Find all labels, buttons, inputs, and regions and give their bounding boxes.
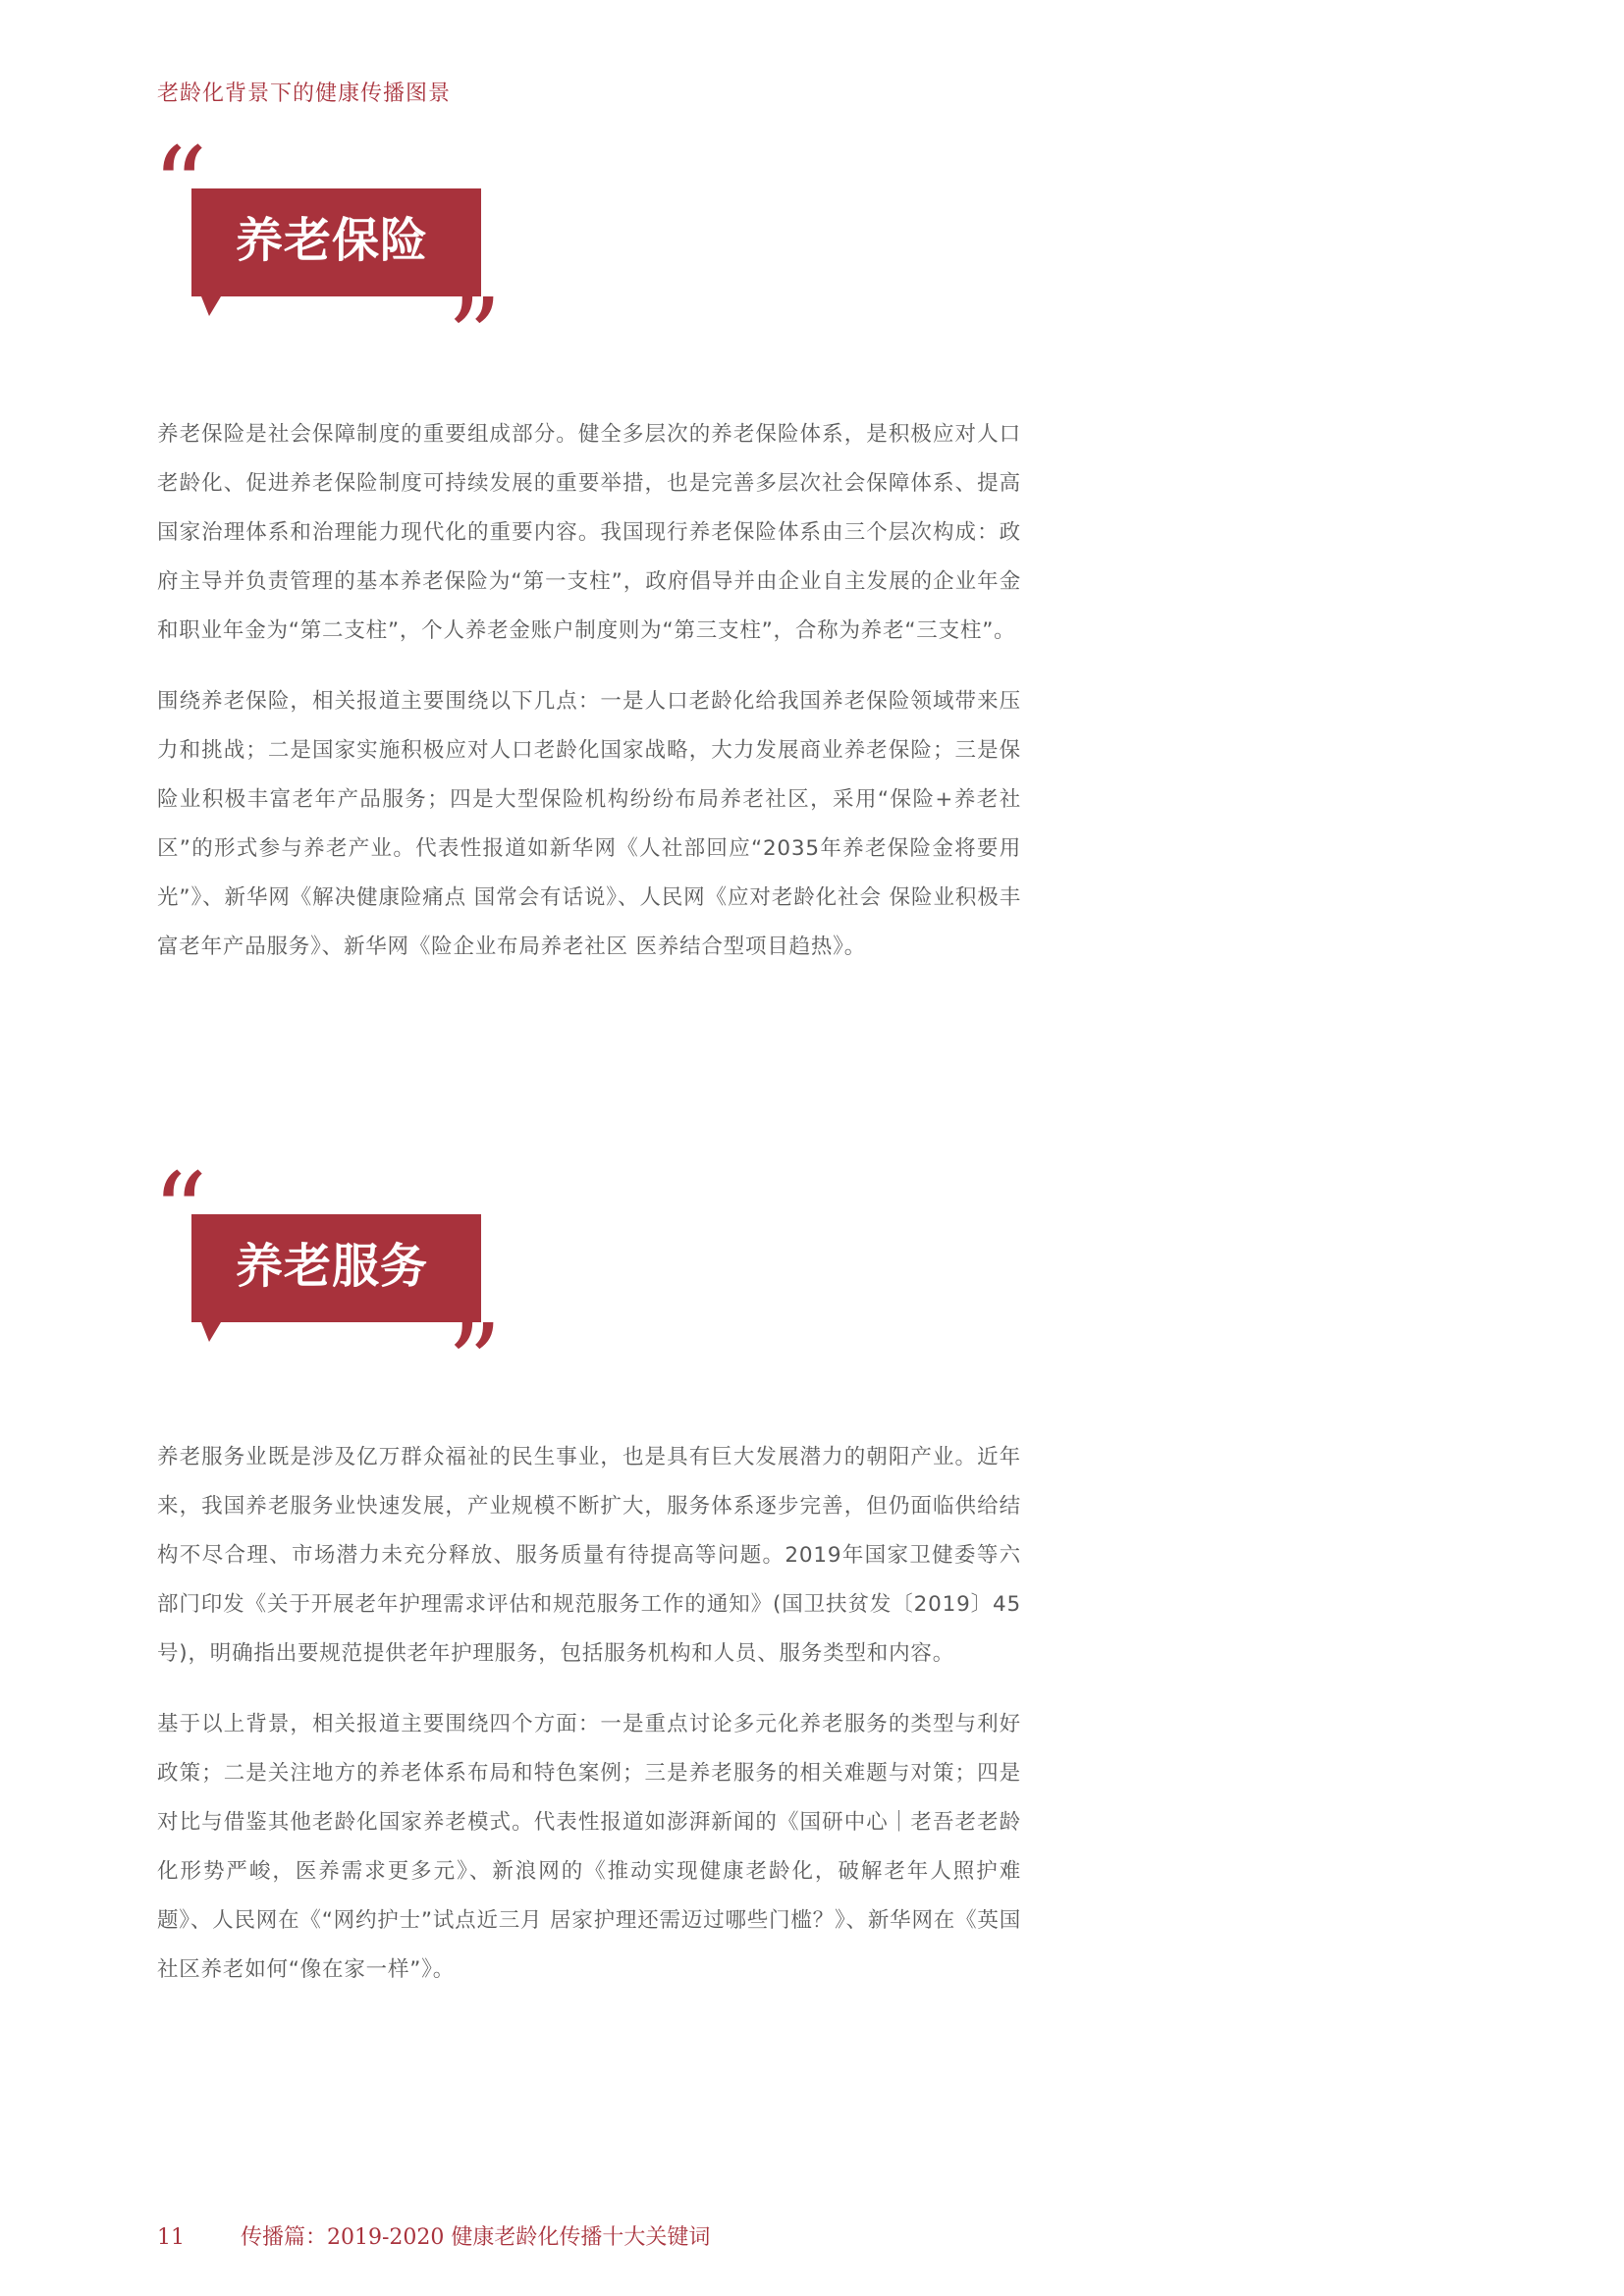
body-paragraph: 养老服务业既是涉及亿万群众福祉的民生事业，也是具有巨大发展潜力的朝阳产业。近年来，我国养老服务业快速发展，产业规模不断扩大，服务体系逐步完善，但仍面临供给结构不尽合理、市场潜力未充分释放、服务质量有待提高等问题。2019年国家卫健委等六部门印发《关于开展老年护理需求评估和规范服务工作的通知》(国卫扶贫发〔2019〕45号)，明确指出要规范提供老年护理服务，包括服务机构和人员、服务类型和内容。 bbox=[157, 1445, 1021, 1666]
section-title: 养老保险 bbox=[236, 213, 429, 268]
right-double-quote-icon: ” bbox=[447, 1301, 503, 1426]
left-double-quote-icon: “ bbox=[152, 1149, 208, 1275]
body-paragraph: 围绕养老保险，相关报道主要围绕以下几点：一是人口老龄化给我国养老保险领域带来压力和挑战；二是国家实施积极应对人口老龄化国家战略，大力发展商业养老保险；三是保险业积极丰富老年产品服务；四是大型保险机构纷纷布局养老社区，采用“保险+养老社区”的形式参与养老产业。代表性报道如新华网《人社部回应“2035年养老保险金将要用光”》、新华网《解决健康险痛点 国常会有话说》、人民网《应对老龄化社会 保险业积极丰富老年产品服务》、新华网《险企业布局养老社区 医养结合型项目趋热》。 bbox=[157, 689, 1021, 959]
page-footer bbox=[157, 2220, 710, 2251]
section-badge-elderly-care-services bbox=[152, 1149, 525, 1426]
page-number: 11 bbox=[157, 2225, 185, 2250]
running-header: 老龄化背景下的健康传播图景 bbox=[157, 81, 452, 106]
section-title: 养老服务 bbox=[236, 1239, 429, 1294]
footer-title: 传播篇：2019-2020 健康老龄化传播十大关键词 bbox=[241, 2225, 711, 2250]
section-body-pension-insurance bbox=[157, 410, 1021, 993]
body-paragraph: 养老保险是社会保障制度的重要组成部分。健全多层次的养老保险体系，是积极应对人口老龄化、促进养老保险制度可持续发展的重要举措，也是完善多层次社会保障体系、提高国家治理体系和治理能力现代化的重要内容。我国现行养老保险体系由三个层次构成：政府主导并负责管理的基本养老保险为“第一支柱”，政府倡导并由企业自主发展的企业年金和职业年金为“第二支柱”，个人养老金账户制度则为“第三支柱”，合称为养老“三支柱”。 bbox=[157, 422, 1021, 643]
body-paragraph: 基于以上背景，相关报道主要围绕四个方面：一是重点讨论多元化养老服务的类型与利好政策；二是关注地方的养老体系布局和特色案例；三是养老服务的相关难题与对策；四是对比与借鉴其他老龄化国家养老模式。代表性报道如澎湃新闻的《国研中心｜老吾老老龄化形势严峻，医养需求更多元》、新浪网的《推动实现健康老龄化，破解老年人照护难题》、人民网在《“网约护士”试点近三月 居家护理还需迈过哪些门槛？》、新华网在《英国社区养老如何“像在家一样”》。 bbox=[157, 1712, 1021, 1982]
left-double-quote-icon: “ bbox=[152, 124, 208, 249]
right-double-quote-icon: ” bbox=[447, 275, 503, 400]
section-body-elderly-care-services bbox=[157, 1433, 1021, 2016]
section-badge-pension-insurance bbox=[152, 124, 525, 400]
